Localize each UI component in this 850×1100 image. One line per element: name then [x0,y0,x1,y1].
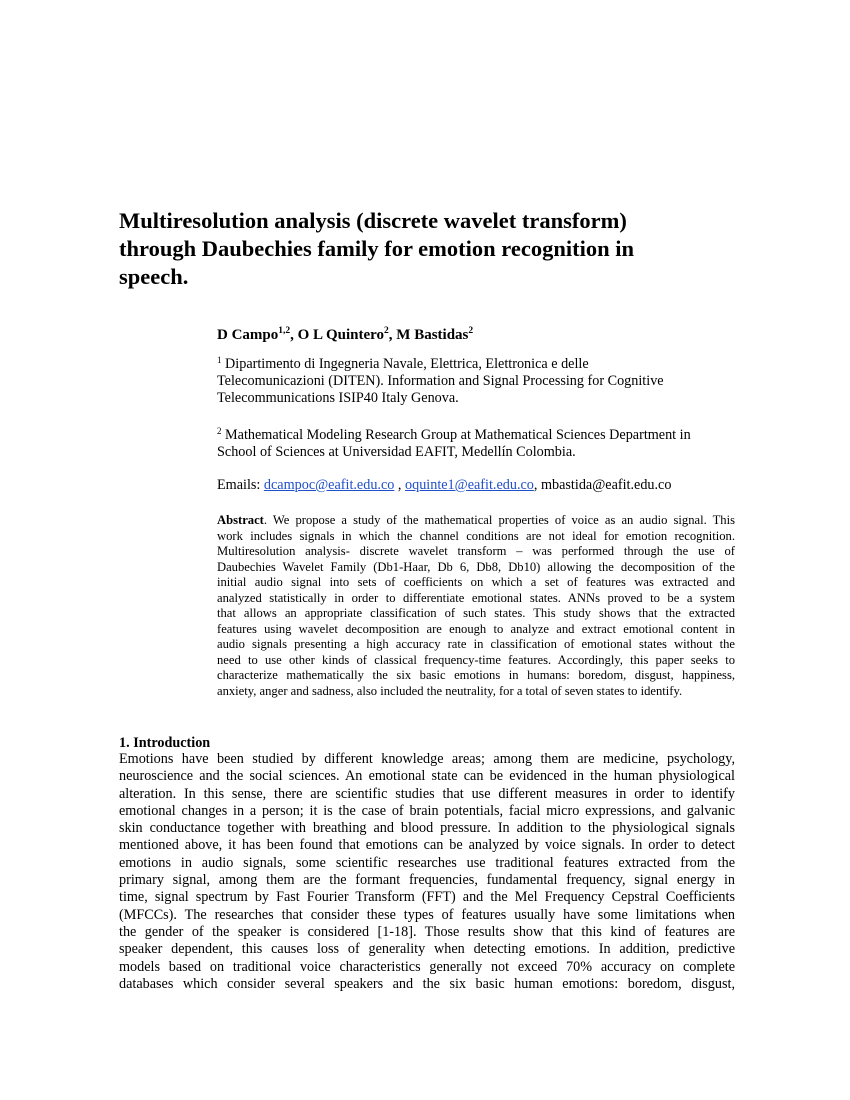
body-line: time, signal spectrum by Fast Fourier Transform (FFT) and the Mel Frequency Cepstral Coefficients [119,889,735,906]
abstract-line: initial audio signal into sets of coefficients on which a set of features was extracted and [217,575,735,590]
author-list [217,327,473,344]
abstract-line: analyzed statistically in order to differentiate emotional states. ANNs proved to be a system [217,590,735,605]
abstract-line: work includes signals in which the channel conditions are not ideal for emotion recognition. [217,528,735,543]
affiliation-line [217,427,737,444]
body-line: the gender of the speaker is considered [1-18]. Those results show that this kind of features are [119,923,735,940]
affiliation-line: Telecomunicazioni (DITEN). Information and Signal Processing for Cognitive [217,373,664,390]
abstract-line: need to use other kinds of classical frequency-time features. Accordingly, this paper seeks to [217,652,735,667]
affiliation-line: Telecommunications ISIP40 Italy Genova. [217,390,459,407]
paper-title [119,207,719,291]
introduction-body [119,751,735,993]
author-affiliation-mark: 2 [384,326,389,336]
affiliation-text: Mathematical Modeling Research Group at Mathematical Sciences Department in [221,427,691,443]
author-affiliation-mark: 1,2 [278,326,291,336]
author-affiliation-mark: 2 [468,326,474,336]
body-line: emotions in audio signals, some scientific researches use traditional features extracted from the [119,854,735,871]
title-line: Multiresolution analysis (discrete wavelet transform) [119,208,627,233]
body-line: models based on traditional voice characteristics generally not exceed 70% accuracy on complete [119,958,735,975]
emails-separator: , [394,477,405,493]
affiliation-line: School of Sciences at Universidad EAFIT, Medellín Colombia. [217,444,576,461]
abstract-text: . We propose a study of the mathematical properties of voice as an audio signal. This [263,513,735,527]
author-name: , M Bastidas [388,327,469,343]
body-line: (MFCCs). The researches that consider these types of features usually have some limitations when [119,906,735,923]
body-line: databases which consider several speakers and the six basic human emotions: boredom, disgust, [119,975,735,992]
affiliation-mark: 1 [217,355,222,365]
body-line: mentioned above, it has been found that emotions can be analyzed by voice signals. In order to detect [119,837,735,854]
affiliation-2 [217,427,737,461]
body-line: primary signal, among them are the formant frequencies, fundamental frequency, signal energy in [119,872,735,889]
author-name: D Campo [217,327,279,343]
emails-trailing: , mbastida@eafit.edu.co [533,477,672,493]
body-line: Emotions have been studied by different knowledge areas; among them are medicine, psychology, [119,751,735,767]
abstract-line: Daubechies Wavelet Family (Db1-Haar, Db 6, Db8, Db10) allowing the decomposition of the [217,559,735,574]
body-line: emotional changes in a person; it is the case of brain potentials, facial micro expressions, and galvanic [119,802,735,819]
affiliation-line [217,356,737,373]
affiliation-mark: 2 [217,426,222,436]
title-line: speech. [119,264,189,289]
abstract-line: audio signals presenting a high accuracy rate in classification of emotional states without the [217,637,735,652]
abstract-line: characterize mathematically the six basic emotions in humans: boredom, disgust, happiness, [217,668,735,683]
body-line: alteration. In this sense, there are scientific studies that use different measures in order to identify [119,785,735,802]
abstract-line: features using wavelet decomposition are enough to analyze and extract emotional content in [217,621,735,636]
body-line: skin conductance together with breathing and blood pressure. In addition to the physiological signals [119,820,735,837]
abstract-label: Abstract [217,513,264,527]
body-line: speaker dependent, this causes loss of generality when detecting emotions. In addition, predictive [119,941,735,958]
affiliation-1 [217,356,737,408]
email-link-oquinte1[interactable]: oquinte1@eafit.edu.co [405,477,534,493]
abstract-line: anxiety, anger and sadness, also included the neutrality, for a total of seven states to identify. [217,684,683,699]
abstract-line: Multiresolution analysis- discrete wavelet transform – was performed through the use of [217,544,735,559]
body-line: neuroscience and the social sciences. An emotional state can be evidenced in the human physiological [119,768,735,785]
emails-line [217,477,671,494]
emails-label: Emails: [217,477,264,493]
email-link-dcampoc[interactable]: dcampoc@eafit.edu.co [263,477,395,493]
abstract [217,513,735,700]
section-heading-introduction: 1. Introduction [119,735,211,751]
affiliation-text: Dipartimento di Ingegneria Navale, Elettrica, Elettronica e delle [221,356,589,372]
author-name: , O L Quintero [290,327,385,343]
title-line: through Daubechies family for emotion recognition in [119,236,635,261]
abstract-line [217,513,735,529]
abstract-line: that allows an appropriate classification of such states. This study shows that the extracted [217,606,735,621]
